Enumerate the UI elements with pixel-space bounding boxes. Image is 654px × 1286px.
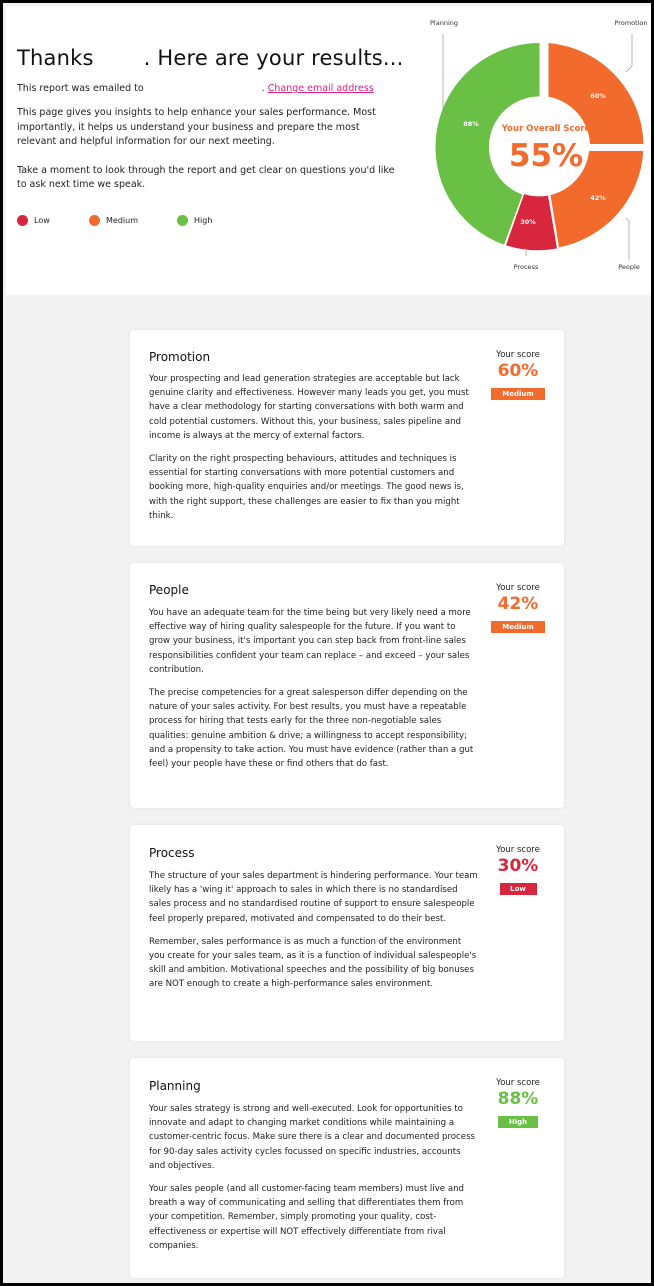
score-level-badge: Medium (491, 621, 545, 633)
low-dot-icon (17, 215, 28, 226)
card-paragraph-2: Clarity on the right prospecting behaviours, attitudes and techniques is essential for starting conversations with more potential customers and booking more, high-quality enquiries and/or meetings. The good news is, with the right support, these challenges are easier to fix than you might think. (149, 454, 464, 521)
high-dot-icon (177, 215, 188, 226)
overall-score-label: Your Overall Score (501, 124, 591, 134)
score-legend (17, 215, 249, 226)
card-body (149, 372, 479, 523)
legend-item-medium (89, 215, 177, 226)
title-thanks: Thanks (17, 46, 94, 70)
card-paragraph-1: Your sales strategy is strong and well-executed. Look for opportunities to innovate and adapt to changing market conditions while maintaining a customer-centric focus. Make sure there is a clear and documented process for 90-day sales activity cycles focussed on specific industries, accounts and objectives. (149, 1104, 476, 1171)
score-level-badge: High (498, 1116, 538, 1128)
score-value: 88% (497, 1089, 539, 1109)
card-paragraph-2: Remember, sales performance is as much a function of the environment you create for your sales team, as it is a function of individual salespeople's skill and ambition. Motivational speeches and the possibility of big bonuses are NOT enough to create a high-performance sales environment. (149, 936, 477, 990)
segment-value-process: 30% (520, 218, 536, 226)
title-results: . Here are your results... (143, 46, 404, 70)
callout-label-promotion: Promotion (614, 19, 648, 27)
score-box (490, 350, 546, 400)
medium-dot-icon (89, 215, 100, 226)
score-label: Your score (496, 1078, 540, 1088)
card-title: Planning (149, 1079, 201, 1093)
legend-label-medium: Medium (106, 216, 138, 225)
emailed-prefix: This report was emailed to (17, 83, 144, 94)
overall-score-donut (426, 6, 654, 295)
card-paragraph-1: You have an adequate team for the time being but very likely need a more effective way of hiring quality salespeople for the future. If you want to grow your business, it's important you can step back from front-line sales responsibilities confident your team can replace – and exceed – your sales contribution. (149, 608, 471, 675)
score-label: Your score (496, 583, 540, 593)
legend-item-high (177, 215, 249, 226)
donut-chart (426, 6, 654, 295)
category-card-planning (130, 1058, 564, 1278)
emailed-line (17, 83, 374, 94)
card-title: People (149, 583, 189, 597)
segment-value-planning: 88% (463, 120, 479, 128)
callout-label-people: People (618, 263, 640, 271)
emailed-suffix: . (261, 83, 265, 94)
score-value: 42% (497, 594, 539, 614)
category-card-people (130, 563, 564, 808)
card-paragraph-1: The structure of your sales department is hindering performance. Your team likely has a 'wing it' approach to sales in which there is no standardised sales process and no standardised routine of support to ensure salespeople feel properly prepared, motivated and compensated to do their best. (149, 871, 478, 924)
callout-label-planning: Planning (430, 19, 458, 27)
callout-line-promotion (626, 34, 632, 72)
callout-line-people (626, 218, 629, 260)
score-box (490, 583, 546, 633)
results-header (6, 6, 654, 295)
category-card-process (130, 825, 564, 1041)
score-value: 30% (497, 856, 539, 876)
card-paragraph-2: Your sales people (and all customer-facing team members) must live and breath a way of communicating and selling that differentiates them from your competition. Remember, simply promoting your quality, cost-effectiveness or expertise will NOT effectively differentiate from rival companies. (149, 1184, 464, 1251)
change-email-link[interactable]: Change email address (267, 83, 374, 94)
card-body (149, 1102, 479, 1253)
score-level-badge: Low (500, 883, 537, 895)
score-box (490, 1078, 546, 1128)
card-body (149, 606, 479, 771)
score-box (490, 845, 546, 895)
page-title (17, 46, 404, 70)
segment-value-people: 42% (590, 194, 606, 202)
intro-text (17, 106, 397, 193)
card-paragraph-1: Your prospecting and lead generation strategies are acceptable but lack genuine clarity and effectiveness. However many leads you get, you must have a clear methodology for starting conversations with both warm and cold potential customers. Without this, your business, sales pipeline and income is always at the mercy of external factors. (149, 374, 469, 441)
overall-score-value: 55% (508, 138, 584, 174)
score-label: Your score (496, 350, 540, 360)
legend-label-high: High (194, 216, 213, 225)
segment-value-promotion: 60% (590, 92, 606, 100)
legend-item-low (17, 215, 89, 226)
intro-paragraph-1: This page gives you insights to help enhance your sales performance. Most importantly, it helps us understand your business and prepare the most relevant and helpful information for our next meeting. (17, 107, 376, 147)
category-card-promotion (130, 330, 564, 546)
card-paragraph-2: The precise competencies for a great salesperson differ depending on the nature of your sales activity. For best results, you must have a repeatable process for hiring that tests early for the three non-negotiable sales qualities: genuine ambition & drive; a willingness to accept responsibility; and a propensity to take action. You must have evidence (rather than a gut feel) your people have these or find others that do fast. (149, 688, 474, 770)
callout-label-process: Process (513, 263, 539, 271)
card-title: Promotion (149, 350, 211, 364)
score-value: 60% (497, 361, 539, 381)
legend-label-low: Low (34, 216, 50, 225)
intro-paragraph-2: Take a moment to look through the report and get clear on questions you'd like to ask next time we speak. (17, 164, 395, 190)
card-body (149, 869, 479, 992)
score-label: Your score (496, 845, 540, 855)
card-title: Process (149, 846, 195, 860)
score-level-badge: Medium (491, 388, 545, 400)
